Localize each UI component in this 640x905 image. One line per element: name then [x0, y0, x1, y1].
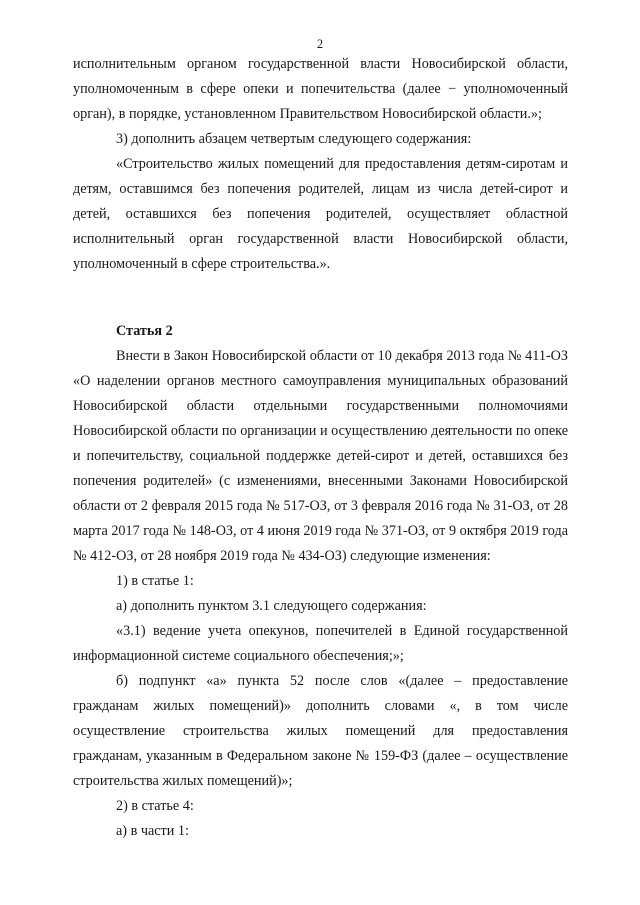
article-heading: Статья 2 [116, 323, 173, 339]
paragraph: 3) дополнить абзацем четвертым следующего содержания: [116, 131, 472, 147]
page-number: 2 [316, 37, 324, 51]
list-item: 1) в статье 1: [116, 573, 194, 589]
quoted-paragraph: «3.1) ведение учета опекунов, попечителей в Единой государственной информационной системе социального обеспечения;»; [73, 623, 568, 664]
section-gap [73, 277, 568, 319]
document-body [73, 52, 568, 844]
paragraph: Внести в Закон Новосибирской области от 10 декабря 2013 года № 411-ОЗ «О наделении органов местного самоуправления муниципальных образований Новосибирской области отдельными государственными полномочиями Новосибирской области по организации и осуществлению деятельности по опеке и попечительству, социальной поддержке детей-сирот и детей, оставшихся без попечения родителей» (с изменениями, внесенными Законами Новосибирской области от 2 февраля 2015 года № 517-ОЗ, от 3 февраля 2016 года № 31-ОЗ, от 28 марта 2017 года № 148-ОЗ, от 4 июня 2019 года № 371-ОЗ, от 9 октября 2019 года № 412-ОЗ, от 28 ноября 2019 года № 434-ОЗ) следующие изменения: [73, 348, 568, 564]
paragraph: «Строительство жилых помещений для предоставления детям-сиротам и детям, оставшимся без попечения родителей, лицам из числа детей-сирот и детей, оставшихся без попечения родителей, осуществляет областной исполнительный орган государственной власти Новосибирской области, уполномоченный в сфере строительства.». [73, 156, 568, 272]
list-item: а) в части 1: [116, 823, 189, 839]
list-item: а) дополнить пунктом 3.1 следующего содержания: [116, 598, 427, 614]
list-item: 2) в статье 4: [116, 798, 194, 814]
list-item: б) подпункт «а» пункта 52 после слов «(далее – предоставление гражданам жилых помещений)» дополнить словами «, в том числе осуществление строительства жилых помещений для предоставления гражданам, указанным в Федеральном законе № 159-ФЗ (далее – осуществление строительства жилых помещений)»; [73, 673, 568, 789]
paragraph: исполнительным органом государственной власти Новосибирской области, уполномоченным в сфере опеки и попечительства (далее − уполномоченный орган), в порядке, установленном Правительством Новосибирской области.»; [73, 56, 568, 122]
